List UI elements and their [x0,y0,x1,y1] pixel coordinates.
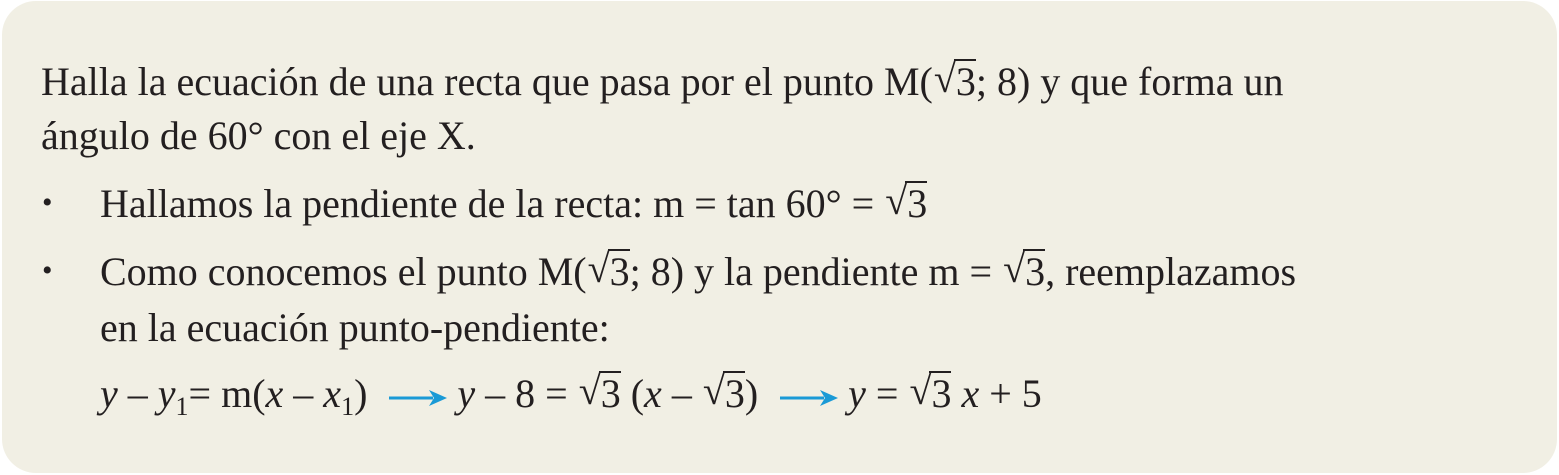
problem-statement-line-1 [41,59,1284,104]
sqrt-3: √ 3 [934,62,976,102]
sqrt-3: √ 3 [588,252,630,292]
sqrt-3: √ 3 [579,374,621,414]
problem-text: Halla la ecuación de una recta que pasa por el punto M( [41,59,933,104]
equation-chain: $y - y_1= m(x - x_1)$ y – 8 = √ 3 (x – √ 3) y = √ 3 x + 5 [100,374,1042,414]
bullet-item-substitution-line-2: en la ecuación punto-pendiente: [100,305,610,350]
arrow-right-icon [389,389,447,407]
bullet-icon: • [42,186,53,219]
sqrt-3: √ 3 [909,374,951,414]
bullet-icon: • [42,254,53,287]
problem-statement-line-2: ángulo de 60° con el eje X. [41,113,476,158]
arrow-right-icon [780,389,838,407]
sqrt-3: √ 3 [1003,252,1045,292]
problem-text: ; 8) y que forma un [975,59,1284,104]
exercise-card [2,1,1557,473]
bullet-item-slope: Hallamos la pendiente de la recta: m = tan 60° = √ 3 [100,184,927,224]
sqrt-3: √ 3 [885,184,927,224]
bullet-item-substitution: Como conocemos el punto M(√ 3; 8) y la pendiente m = √ 3, reemplazamos [100,252,1296,292]
sqrt-3: √ 3 [703,374,745,414]
